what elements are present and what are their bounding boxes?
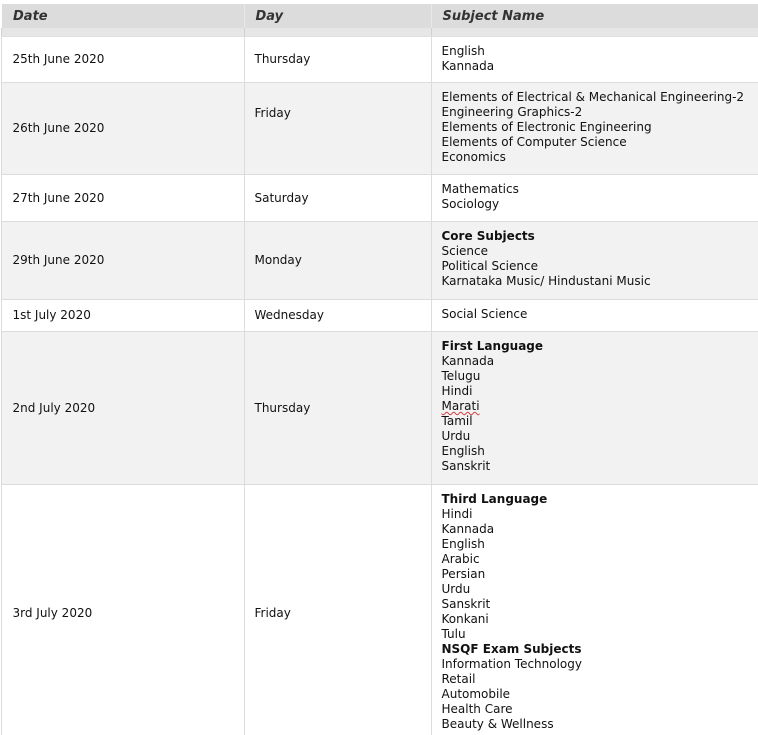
exam-date-cell: 29th June 2020: [1, 222, 244, 300]
subject-name: Engineering Graphics-2: [441, 105, 583, 119]
subject-list-cell: [431, 300, 758, 332]
subject-group-heading: NSQF Exam Subjects: [441, 642, 582, 656]
subject-name: Kannada: [441, 522, 495, 536]
subject-name: Elements of Electronic Engineering: [441, 120, 652, 134]
subject-group-heading: First Language: [441, 339, 544, 353]
subject-name: Persian: [441, 567, 486, 581]
exam-day-label: Friday: [254, 606, 291, 620]
subject-name: English: [441, 537, 485, 551]
subject-name: Beauty & Wellness: [441, 717, 554, 731]
exam-date-cell: 27th June 2020: [1, 175, 244, 222]
subject-list-cell: [431, 222, 758, 300]
subject-name: Science: [441, 244, 489, 258]
exam-day-cell: [244, 175, 431, 222]
subject-name: Mathematics: [441, 182, 519, 196]
exam-day-cell: [244, 300, 431, 332]
subject-list-cell: [431, 332, 758, 485]
subject-name-text: Marati: [441, 399, 480, 413]
subject-name: Automobile: [441, 687, 511, 701]
column-header-day: Day: [244, 2, 431, 28]
subject-name: Urdu: [441, 582, 471, 596]
subject-name: Health Care: [441, 702, 513, 716]
exam-day-cell: [244, 222, 431, 300]
exam-day-label: Friday: [254, 106, 291, 120]
subject-name: Kannada: [441, 354, 495, 368]
subject-name: Telugu: [441, 369, 481, 383]
subject-list-cell: [431, 37, 758, 83]
exam-day-label: Wednesday: [254, 308, 324, 322]
exam-day-label: Thursday: [254, 400, 311, 415]
subject-name: Tamil: [441, 414, 473, 428]
exam-day-cell: [244, 332, 431, 485]
exam-date-cell: 1st July 2020: [1, 300, 244, 332]
table-row: [1, 83, 758, 175]
exam-day-cell: [244, 37, 431, 83]
subject-name: Arabic: [441, 552, 480, 566]
subject-name: Hindi: [441, 384, 473, 398]
column-header-date: Date: [1, 2, 244, 28]
subject-name: Karnataka Music/ Hindustani Music: [441, 274, 651, 288]
table-row: [1, 485, 758, 735]
subject-list-cell: [431, 485, 758, 735]
subject-name: Urdu: [441, 429, 471, 443]
subject-list-cell: [431, 175, 758, 222]
subject-name: Sociology: [441, 197, 500, 211]
table-header-row: [1, 2, 758, 28]
timetable-body: [1, 37, 758, 735]
exam-date-cell: 26th June 2020: [1, 83, 244, 175]
subject-group-heading: Core Subjects: [441, 229, 535, 243]
subject-name: Elements of Electrical & Mechanical Engineering-2: [441, 90, 745, 104]
exam-day-label: Monday: [254, 253, 302, 267]
subject-name: Economics: [441, 150, 506, 164]
subject-name: Information Technology: [441, 657, 582, 671]
exam-date-cell: 2nd July 2020: [1, 332, 244, 485]
table-row: [1, 300, 758, 332]
subject-list-cell: [431, 83, 758, 175]
exam-day-label: Thursday: [254, 52, 311, 66]
exam-day-cell: [244, 83, 431, 175]
subject-name: English: [441, 44, 485, 58]
subject-name: Elements of Computer Science: [441, 135, 627, 149]
subject-name: Social Science: [441, 307, 528, 321]
subject-name: Tulu: [441, 627, 466, 641]
exam-date-cell: 25th June 2020: [1, 37, 244, 83]
table-row: [1, 37, 758, 83]
exam-day-cell: [244, 485, 431, 735]
subject-name: [442, 399, 758, 414]
exam-date-cell: 3rd July 2020: [1, 485, 244, 735]
subject-name: Konkani: [441, 612, 489, 626]
table-row: [1, 222, 758, 300]
column-header-subject: Subject Name: [431, 2, 758, 28]
subject-name: Political Science: [441, 259, 538, 273]
subject-name: Retail: [441, 672, 476, 686]
header-divider-row: [1, 28, 758, 37]
table-row: [1, 175, 758, 222]
subject-name: Kannada: [441, 59, 495, 73]
subject-name: Hindi: [441, 507, 473, 521]
subject-name: English: [441, 444, 485, 458]
exam-day-label: Saturday: [254, 190, 309, 205]
subject-name: Sanskrit: [441, 459, 491, 473]
subject-group-heading: Third Language: [441, 492, 548, 506]
subject-name: Sanskrit: [441, 597, 491, 611]
table-row: [1, 332, 758, 485]
